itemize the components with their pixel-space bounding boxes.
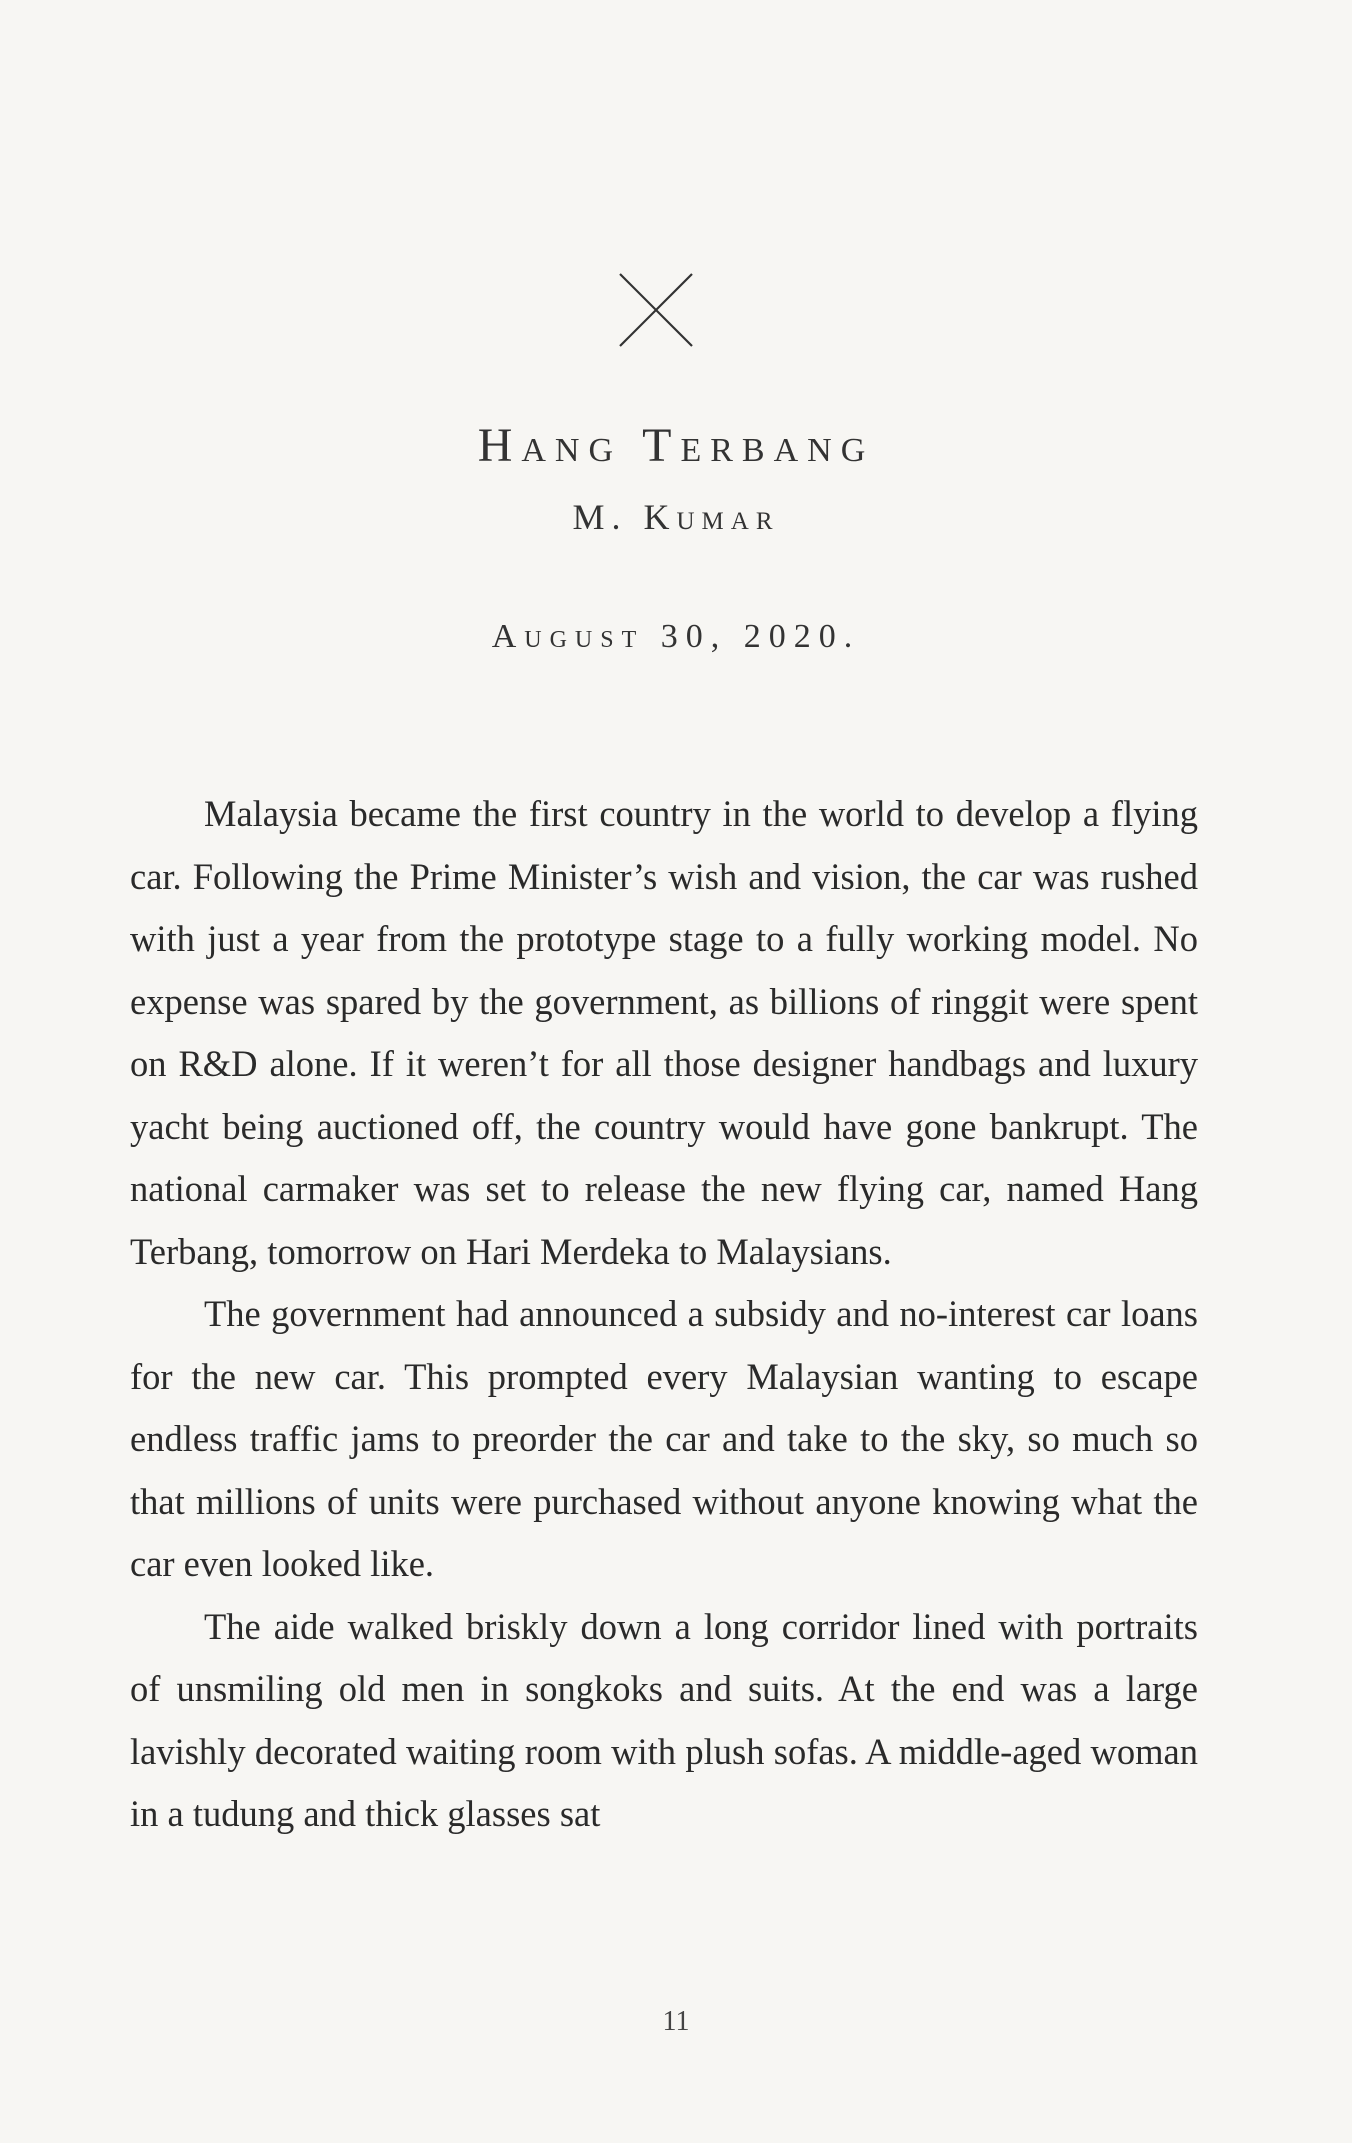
paragraph: The government had announced a subsidy and no-interest car loans for the new car. This prompted every Malaysian wanting to escape endless traffic jams to preorder the car and take to the sky, so much so that millions of units were purchased without anyone knowing what the car even looked like. [130,1293,1198,1584]
chapter-number-x-mark [616,270,696,350]
paragraph: The aide walked briskly down a long corridor lined with portraits of unsmiling old men in songkoks and suits. At the end was a large lavishly decorated waiting room with plush sofas. A middle-aged woman in a tudung and thick glasses sat [130,1605,1198,1834]
chapter-title: Hang Terbang [477,419,875,472]
roman-numeral-x-icon [616,270,696,350]
chapter-body [130,783,1198,1846]
chapter-author: M. Kumar [572,497,780,537]
paragraph: Malaysia became the first country in the world to develop a flying car. Following the Prime Minister’s wish and vision, the car was rushed with just a year from the prototype stage to a fully working model. No expense was spared by the government, as billions of ringgit were spent on R&D alone. If it weren’t for all those designer handbags and luxury yacht being auctioned off, the country would have gone bankrupt. The national carmaker was set to release the new flying car, named Hang Terbang, tomorrow on Hari Merdeka to Malaysians. [130,793,1198,1272]
page-number: 11 [662,2006,690,2037]
chapter-date: August 30, 2020. [491,618,861,655]
